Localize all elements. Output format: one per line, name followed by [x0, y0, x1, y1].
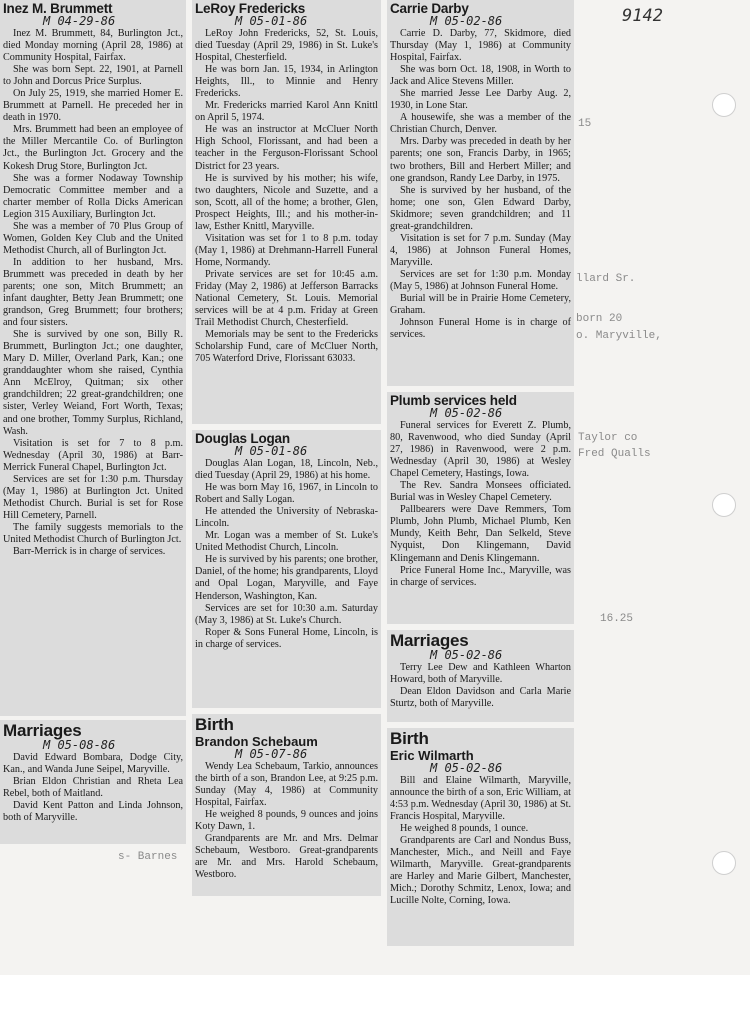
paragraph: Dean Eldon Davidson and Carla Marie Sturtz, both of Maryville. [390, 686, 571, 710]
bleed-text: s- Barnes [118, 851, 178, 863]
paragraph: Funeral services for Everett Z. Plumb, 80, Ravenwood, who died Sunday (April 27, 1986) in Ravenwood, were 2 p.m. Wednesday (April 30, 1986) at Wesley Chapel Cemetery, Hastings, Iowa. [390, 420, 571, 480]
page-number: 9142 [622, 6, 663, 26]
paragraph: She was a former Nodaway Township Democratic Committee member and a charter member of Rolla Dicks American Legion 315 Auxiliary, Burlington Jct. [3, 172, 183, 220]
obituary-plumb [387, 392, 574, 624]
headline: Carrie Darby [390, 1, 469, 16]
paragraph: He was an instructor at McCluer North High School, Florissant, and had been a teacher in the Ferguson-Florissant School District for 23 years. [195, 124, 378, 172]
handwritten-date: M 05-02-86 [430, 406, 503, 420]
paragraph: Pallbearers were Dave Remmers, Tom Plumb, John Plumb, Michael Plumb, Ken Mundy, Keith Behr, Dan Selkeld, Steve Nyquist, Don Klingemann, David Klingemann and Denis Klingemann. [390, 504, 571, 564]
handwritten-date: M 05-01-86 [235, 444, 308, 458]
headline: Douglas Logan [195, 431, 290, 446]
marriages-left [0, 720, 186, 844]
bleed-text: 16.25 [600, 613, 634, 625]
paragraph: Price Funeral Home Inc., Maryville, was in charge of services. [390, 564, 571, 588]
paragraph: Visitation is set for 7 p.m. Sunday (May 4, 1986) at Johnson Funeral Homes, Maryville. [390, 232, 571, 268]
headline: LeRoy Fredericks [195, 1, 306, 16]
paragraph: Grandparents are Mr. and Mrs. Delmar Schebaum, Westboro. Great-grandparents are Mr. and Mrs. Harold Schebaum, Westboro. [195, 833, 378, 881]
handwritten-date: M 05-07-86 [235, 747, 308, 761]
paragraph: The Rev. Sandra Monsees officiated. Burial was in Wesley Chapel Cemetery. [390, 480, 571, 504]
handwritten-date: M 04-29-86 [43, 14, 116, 28]
paragraph: She is survived by one son, Billy R. Brummett, Burlington Jct.; one daughter, Mary D. Miller, Overland Park, Kan.; one granddaughter whom she raised, Cynthia Ann McElroy, Quitman; six other grandchildren; 22 great-grandchildren; one sister, Verley Weiand, Fort Worth, Texas; and one brother, Tommy Surplus, Richland, Wash. [3, 329, 183, 437]
obituary-darby [387, 0, 574, 386]
paragraph: Mrs. Brummett had been an employee of the Miller Mercantile Co. of Burlington Jct., the Burlington Jct. Grocery and the Kokesh Drug Store, Burlington Jct. [3, 124, 183, 172]
paragraph: He was born May 16, 1967, in Lincoln to Robert and Sally Logan. [195, 482, 378, 506]
birth-wilmarth [387, 728, 574, 946]
bleed-text: born 20 [576, 313, 623, 325]
paragraph: David Edward Bombara, Dodge City, Kan., and Wanda June Seipel, Maryville. [3, 752, 183, 776]
paragraph: Services are set for 10:30 a.m. Saturday (May 3, 1986) at St. Luke's Church. [195, 602, 378, 626]
paragraph: Roper & Sons Funeral Home, Lincoln, is in charge of services. [195, 626, 378, 650]
obituary-fredericks [192, 0, 381, 424]
paragraph: Wendy Lea Schebaum, Tarkio, announces the birth of a son, Brandon Lee, at 9:25 p.m. Sunday (May 4, 1986) at Community Hospital, Fairfax. [195, 761, 378, 809]
paragraph: Terry Lee Dew and Kathleen Wharton Howard, both of Maryville. [390, 662, 571, 686]
paragraph: He is survived by his mother; his wife, two daughters, Nicole and Suzette, and a son, Scott, all of the home; a brother, Glen, Prospect Heights, Ill.; and his mother-in-law, Esther Knittl, Maryville. [195, 172, 378, 232]
paragraph: Visitation was set for 1 to 8 p.m. today (May 1, 1986) at Drehmann-Harrell Funeral Home, Normandy. [195, 232, 378, 268]
paragraph: Burial will be in Prairie Home Cemetery, Graham. [390, 293, 571, 317]
paragraph: Carrie D. Darby, 77, Skidmore, died Thursday (May 1, 1986) at Community Hospital, Fairfax. [390, 28, 571, 64]
paragraph: She married Jesse Lee Darby Aug. 2, 1930, in Lone Star. [390, 88, 571, 112]
paragraph: She was born Sept. 22, 1901, at Parnell to John and Dorcus Price Surplus. [3, 64, 183, 88]
bleed-text: 15 [578, 118, 592, 130]
paragraph: David Kent Patton and Linda Johnson, both of Maryville. [3, 800, 183, 824]
paragraph: Private services are set for 10:45 a.m. Friday (May 2, 1986) at Jefferson Barracks National Cemetery, St. Louis. Memorial services will be at 4 p.m. Friday at Green Trail Methodist Church, Chesterfield. [195, 268, 378, 329]
paragraph: Memorials may be sent to the Fredericks Scholarship Fund, care of McCluer North, 705 Waterford Drive, Florissant 63033. [195, 329, 378, 365]
binder-hole [712, 493, 736, 517]
paragraph: In addition to her husband, Mrs. Brummett was preceded in death by her parents; one son, Mitch Brummett; an infant daughter, Betty Jean Brummett; one grandson, Greg Brummett; four brothers; and four sisters. [3, 256, 183, 329]
marriages-right [387, 630, 574, 722]
paragraph: Johnson Funeral Home is in charge of services. [390, 317, 571, 341]
paragraph: Services are set for 1:30 p.m. Monday (May 5, 1986) at Johnson Funeral Home. [390, 268, 571, 292]
paragraph: Inez M. Brummett, 84, Burlington Jct., died Monday morning (April 28, 1986) at Community Hospital, Fairfax. [3, 28, 183, 64]
binder-hole [712, 851, 736, 875]
headline: Birth [390, 729, 429, 748]
bleed-text: o. Maryville, [576, 330, 662, 342]
birth-schebaum [192, 714, 381, 896]
handwritten-date: M 05-02-86 [430, 14, 503, 28]
paragraph: Douglas Alan Logan, 18, Lincoln, Neb., died Tuesday (April 29, 1986) at his home. [195, 458, 378, 482]
paragraph: He weighed 8 pounds, 1 ounce. [400, 823, 529, 835]
paragraph: Visitation is set for 7 to 8 p.m. Wednesday (April 30, 1986) at Barr-Merrick Funeral Chapel, Burlington Jct. [3, 437, 183, 473]
paragraph: Bill and Elaine Wilmarth, Maryville, announce the birth of a son, Eric William, at 4:53 p.m. Wednesday (April 30, 1986) at St. Francis Hospital, Maryville. [390, 775, 571, 823]
paragraph: Mr. Logan was a member of St. Luke's United Methodist Church, Lincoln. [195, 530, 378, 554]
headline: Plumb services held [390, 393, 517, 408]
handwritten-date: M 05-02-86 [430, 761, 503, 775]
subhead: Eric Wilmarth [390, 748, 474, 763]
paragraph: Grandparents are Carl and Nondus Buss, Manchester, Mich., and Neill and Faye Wilmarth, Maryville. Great-grandparents are Harley and Marie Gilbert, Manchester, Mich.; Dorothy Schmitz, Lenox, Iowa; and Lucille Nolte, Corning, Iowa. [390, 835, 571, 907]
paragraph: He weighed 8 pounds, 9 ounces and joins Koty Dawn, 1. [195, 809, 378, 833]
bleed-text: Taylor co [578, 432, 638, 444]
bleed-text: Fred Qualls [578, 448, 651, 460]
paragraph: On July 25, 1919, she married Homer E. Brummett at Parnell. He preceded her in death in 1970. [3, 88, 183, 124]
paragraph: He is survived by his parents; one brother, Daniel, of the home; his grandparents, Lloyd and Opal Logan, Maryville, and Faye Henderson, Washington, Kan. [195, 554, 378, 602]
paragraph: He attended the University of Nebraska-Lincoln. [195, 506, 378, 530]
headline: Inez M. Brummett [3, 1, 113, 16]
paragraph: Services are set for 1:30 p.m. Thursday (May 1, 1986) at Burlington Jct. United Methodist Church. Burial is set for Rose Hill Cemetery, Parnell. [3, 473, 183, 521]
paragraph: A housewife, she was a member of the Christian Church, Denver. [390, 112, 571, 136]
paragraph: Brian Eldon Christian and Rheta Lea Rebel, both of Maitland. [3, 776, 183, 800]
paragraph: The family suggests memorials to the United Methodist Church of Burlington Jct. [3, 521, 183, 545]
paragraph: She is survived by her husband, of the home; one son, Glen Edward Darby, Skidmore; seven grandchildren; and 11 great-grandchildren. [390, 184, 571, 232]
headline: Marriages [3, 721, 82, 740]
bleed-text: llard Sr. [576, 273, 636, 285]
handwritten-date: M 05-02-86 [430, 648, 503, 662]
obituary-brummett [0, 0, 186, 716]
subhead: Brandon Schebaum [195, 734, 318, 749]
paragraph: Mrs. Darby was preceded in death by her parents; one son, Francis Darby, in 1965; two brothers, Bill and Herbert Miller; and one grandson, Randy Lee Darby, in 1975. [390, 136, 571, 184]
paragraph: She was born Oct. 18, 1908, in Worth to Jack and Alice Stevens Miller. [390, 64, 571, 88]
paragraph: Mr. Fredericks married Karol Ann Knittl on April 5, 1974. [195, 100, 378, 124]
paragraph: He was born Jan. 15, 1934, in Arlington Heights, Ill., to Minnie and Henry Fredericks. [195, 64, 378, 100]
handwritten-date: M 05-01-86 [235, 14, 308, 28]
binder-hole [712, 93, 736, 117]
obituary-logan [192, 430, 381, 708]
headline: Birth [195, 715, 234, 734]
paragraph: LeRoy John Fredericks, 52, St. Louis, died Tuesday (April 29, 1986) in St. Luke's Hospital, Chesterfield. [195, 28, 378, 64]
paragraph: She was a member of 70 Plus Group of Women, Golden Key Club and the United Methodist Church, all of Burlington Jct. [3, 220, 183, 256]
handwritten-date: M 05-08-86 [43, 738, 116, 752]
paragraph: Barr-Merrick is in charge of services. [13, 546, 166, 558]
headline: Marriages [390, 631, 469, 650]
